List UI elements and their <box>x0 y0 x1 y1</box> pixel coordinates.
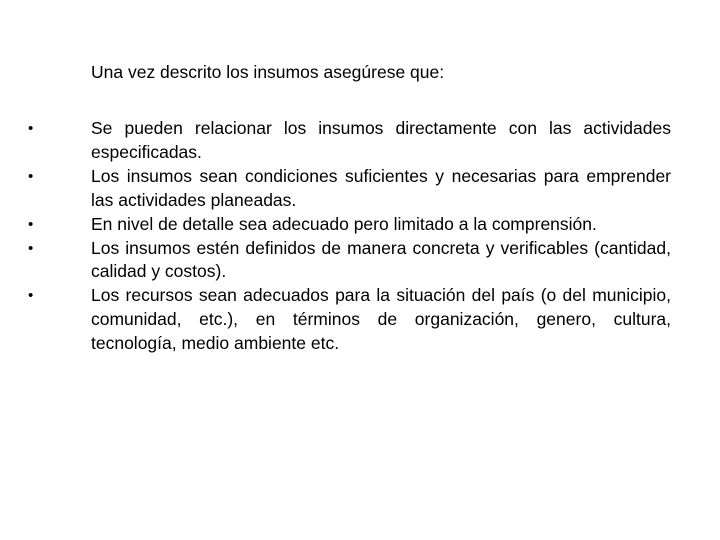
bullet-icon: • <box>28 120 34 137</box>
list-item-text: Se pueden relacionar los insumos directamente con las actividades especificadas. <box>91 118 671 162</box>
bullet-icon: • <box>28 215 34 233</box>
list-item-text: En nivel de detalle sea adecuado pero limitado a la comprensión. <box>91 213 597 234</box>
list-item <box>0 165 720 213</box>
list-item-text: Los insumos sean condiciones suficientes y necesarias para emprender las actividades planeadas. <box>91 165 671 210</box>
bullet-icon: • <box>28 287 34 305</box>
list-item-text: Los insumos estén definidos de manera concreta y verificables (cantidad, calidad y costos). <box>91 237 671 282</box>
checklist <box>0 117 720 356</box>
intro-text: Una vez descrito los insumos asegúrese que: <box>91 62 445 82</box>
list-item <box>0 213 720 237</box>
list-item <box>0 237 720 285</box>
list-item <box>0 284 720 356</box>
list-item-text: Los recursos sean adecuados para la situación del país (o del municipio, comunidad, etc.), en términos de organización, genero, cultura, tecnología, medio ambiente etc. <box>91 285 671 354</box>
list-item <box>0 117 720 165</box>
bullet-icon: • <box>28 239 34 257</box>
bullet-icon: • <box>28 167 34 185</box>
